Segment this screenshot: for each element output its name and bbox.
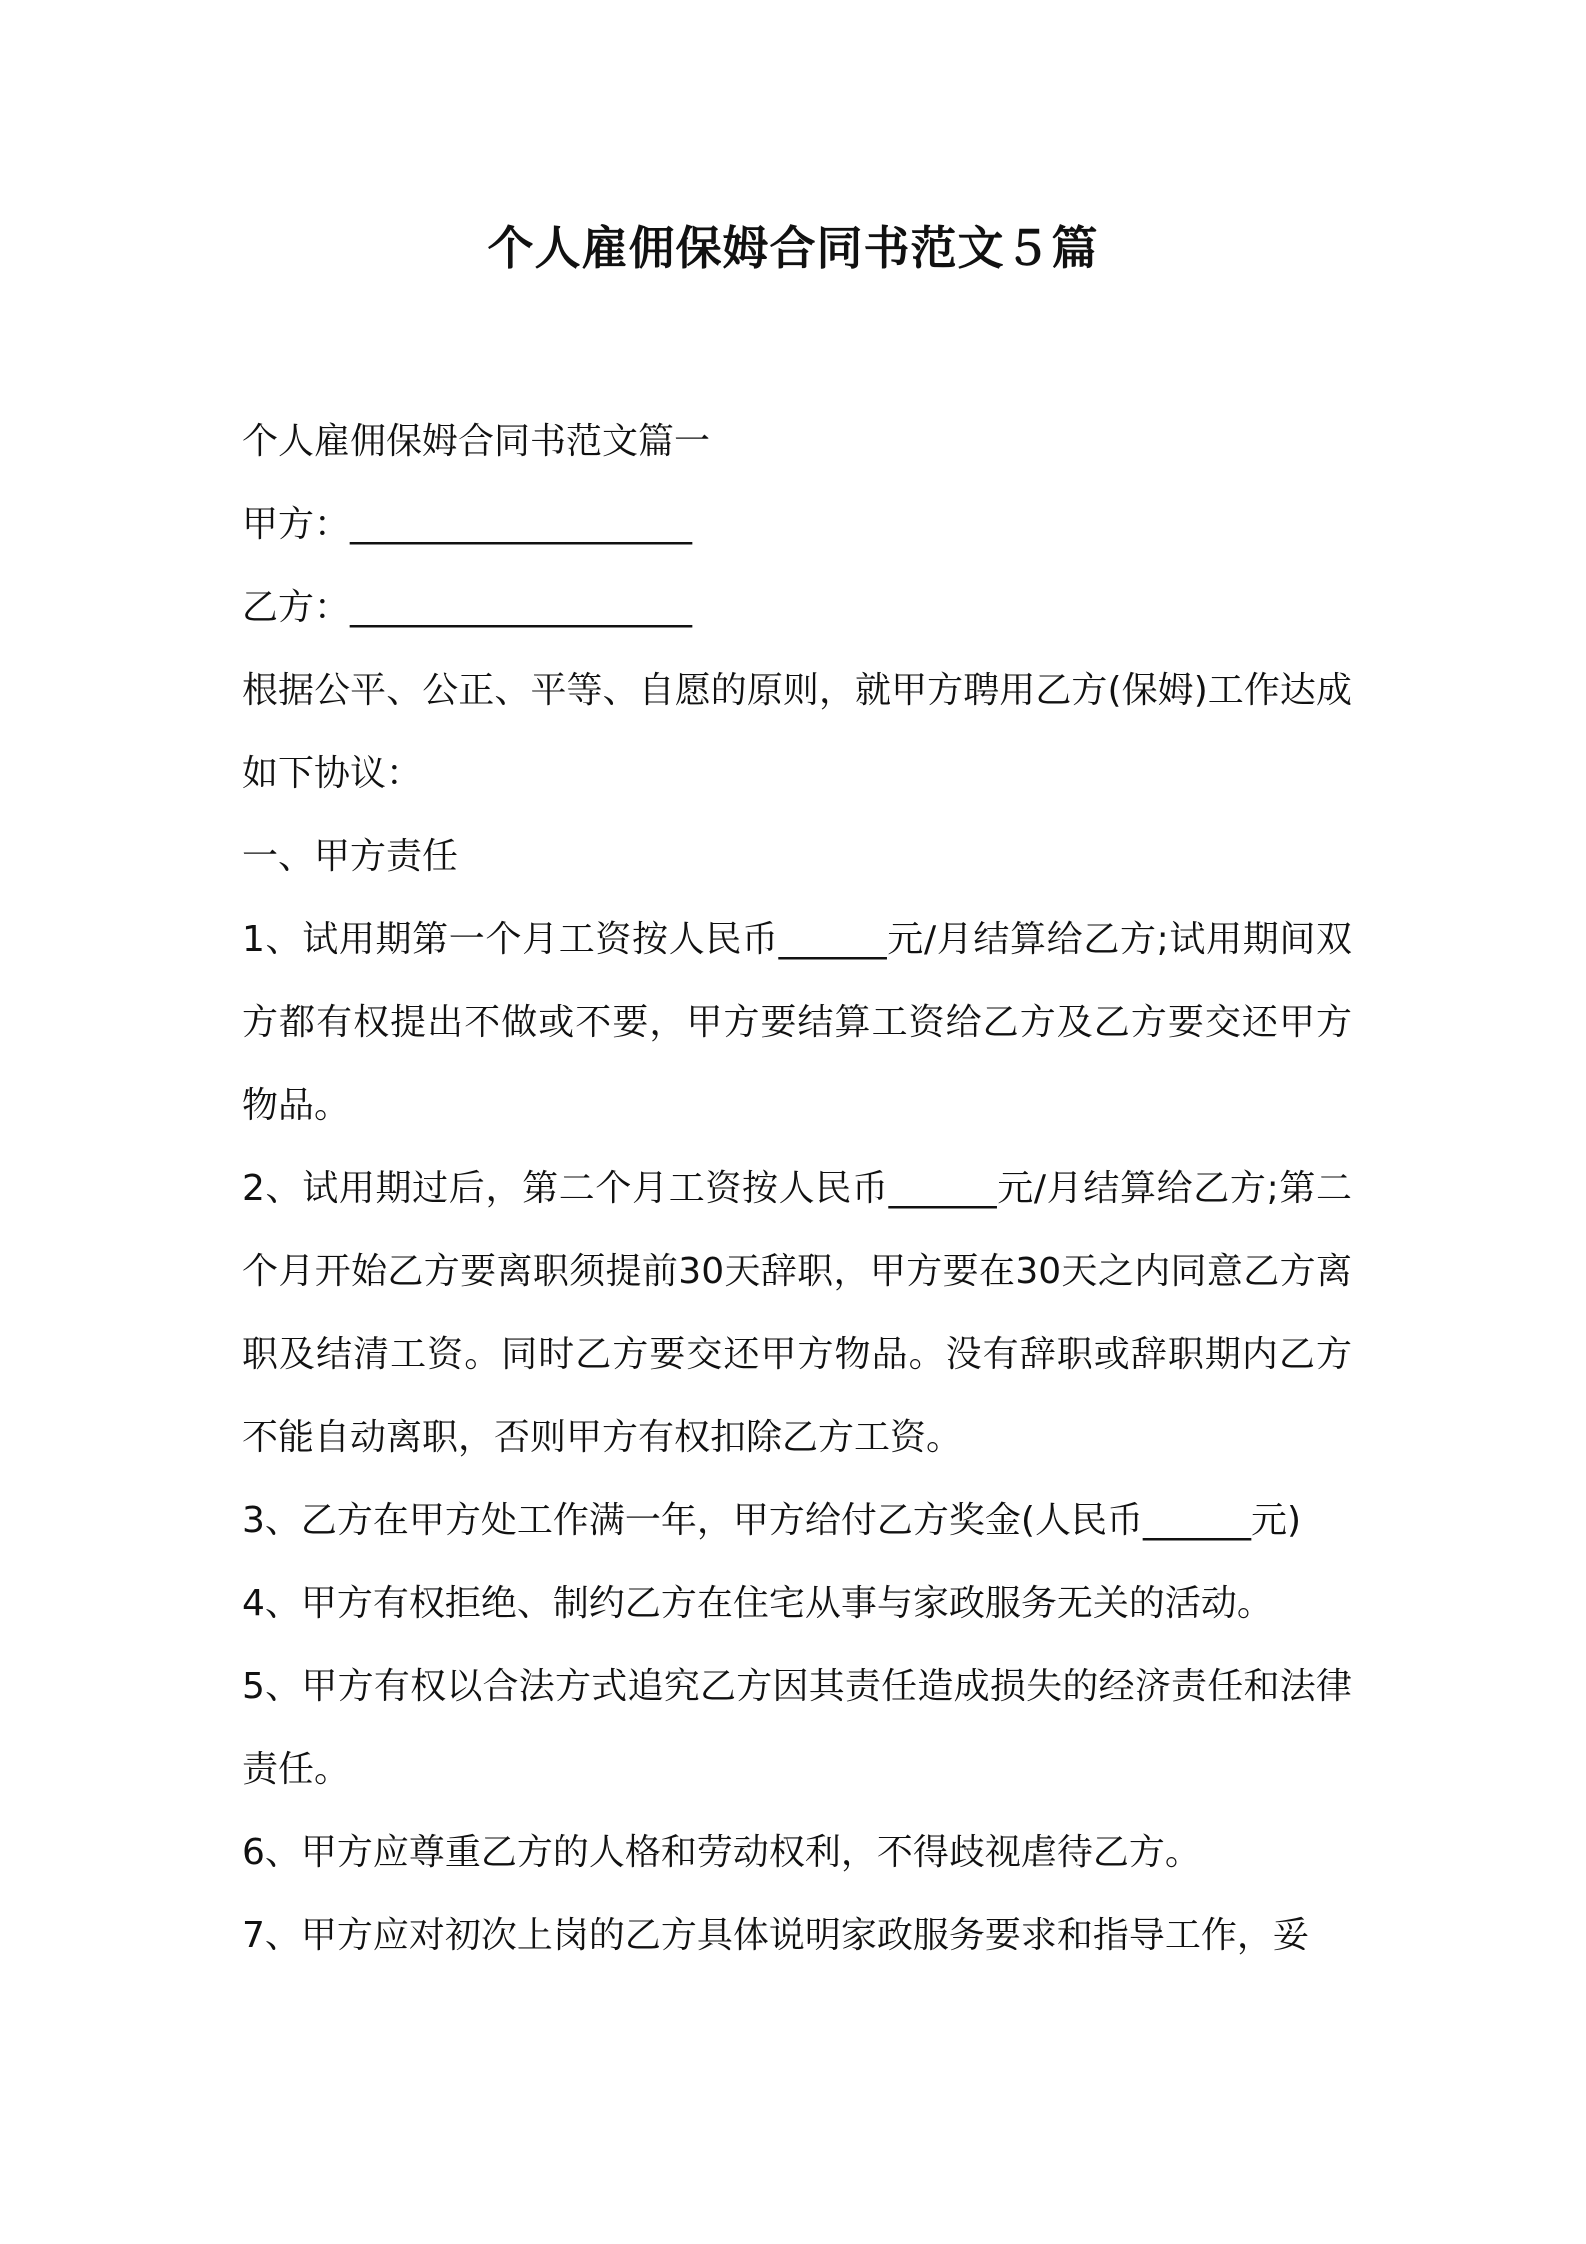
clause-item-3: 3、乙方在甲方处工作满一年，甲方给付乙方奖金(人民币______元) xyxy=(242,1500,1301,1541)
party-a-line: 甲方：___________________ xyxy=(242,504,693,545)
document-title: 个人雇佣保姆合同书范文５篇 xyxy=(487,221,1099,275)
document-body xyxy=(242,400,1352,1977)
preamble-paragraph: 根据公平、公正、平等、自愿的原则，就甲方聘用乙方(保姆)工作达成如下协议： xyxy=(242,670,1352,794)
clause-heading: 一、甲方责任 xyxy=(242,836,459,877)
clause-item-7: 7、甲方应对初次上岗的乙方具体说明家政服务要求和指导工作，妥 xyxy=(242,1915,1309,1956)
party-b-line: 乙方：___________________ xyxy=(242,587,693,628)
clause-item-1: 1、试用期第一个月工资按人民币______元/月结算给乙方;试用期间双方都有权提出不做或不要，甲方要结算工资给乙方及乙方要交还甲方物品。 xyxy=(242,919,1352,1126)
clause-item-2: 2、试用期过后，第二个月工资按人民币______元/月结算给乙方;第二个月开始乙方要离职须提前30天辞职，甲方要在30天之内同意乙方离职及结清工资。同时乙方要交还甲方物品。没有辞职或辞职期内乙方不能自动离职，否则甲方有权扣除乙方工资。 xyxy=(242,1168,1352,1458)
clause-item-4: 4、甲方有权拒绝、制约乙方在住宅从事与家政服务无关的活动。 xyxy=(242,1583,1273,1624)
clause-item-6: 6、甲方应尊重乙方的人格和劳动权利，不得歧视虐待乙方。 xyxy=(242,1832,1201,1873)
clause-item-5: 5、甲方有权以合法方式追究乙方因其责任造成损失的经济责任和法律责任。 xyxy=(242,1666,1352,1790)
section-heading: 个人雇佣保姆合同书范文篇一 xyxy=(242,421,711,462)
